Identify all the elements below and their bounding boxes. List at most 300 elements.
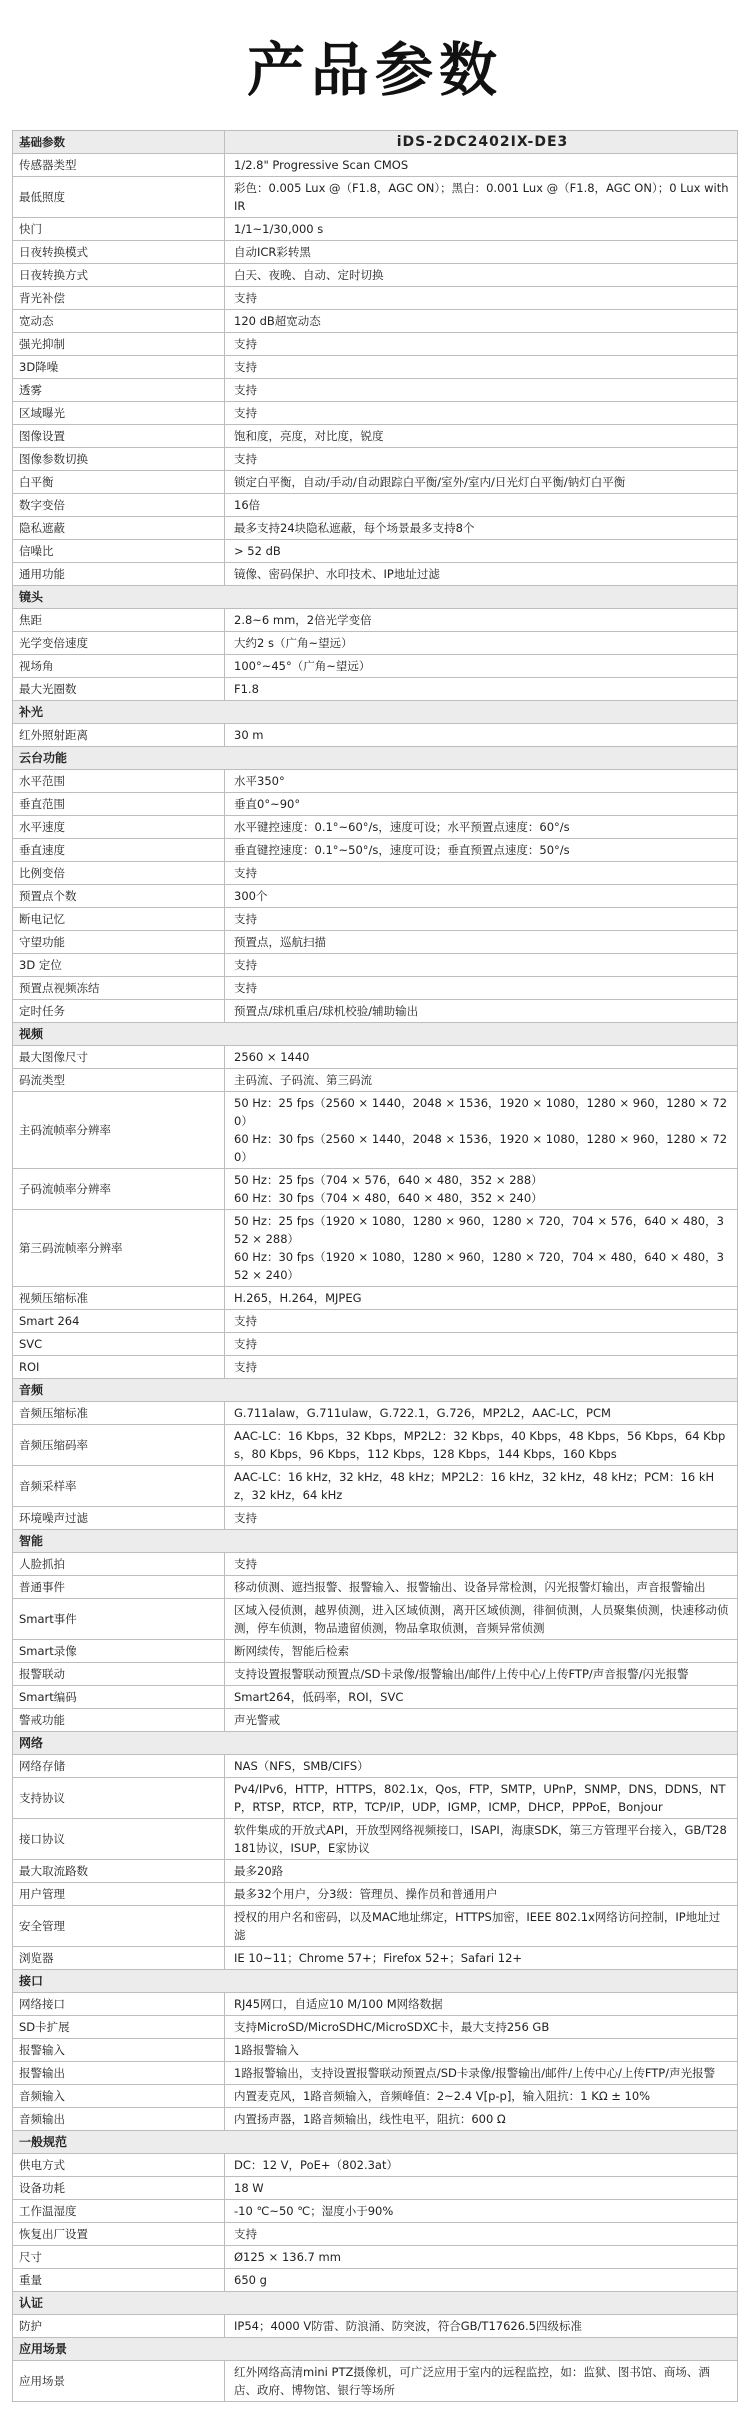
spec-label: 第三码流帧率分辨率 [13, 1210, 225, 1287]
spec-label: 快门 [13, 218, 225, 241]
spec-value [225, 2062, 738, 2085]
spec-value [225, 1466, 738, 1507]
spec-value-line: 预置点/球机重启/球机校验/辅助输出 [234, 1004, 419, 1018]
spec-label: 最低照度 [13, 177, 225, 218]
spec-row [13, 1778, 738, 1819]
spec-value-line: 大约2 s（广角~望远） [234, 636, 353, 650]
spec-value [225, 1310, 738, 1333]
spec-label: 最大光圈数 [13, 678, 225, 701]
spec-value-line: 彩色：0.005 Lux @（F1.8，AGC ON）；黑白：0.001 Lux @（F1.8，AGC ON）；0 Lux with IR [234, 181, 729, 213]
spec-row [13, 954, 738, 977]
spec-label: 垂直速度 [13, 839, 225, 862]
spec-value-line: F1.8 [234, 682, 259, 696]
spec-value-line: IP54；4000 V防雷、防浪涌、防突波，符合GB/T17626.5四级标准 [234, 2319, 583, 2333]
spec-row [13, 1333, 738, 1356]
spec-row [13, 724, 738, 747]
spec-label: 焦距 [13, 609, 225, 632]
spec-value [225, 816, 738, 839]
spec-value [225, 1755, 738, 1778]
spec-label: 最大图像尺寸 [13, 1046, 225, 1069]
spec-value [225, 1356, 738, 1379]
spec-value-line: AAC-LC：16 kHz，32 kHz，48 kHz；MP2L2：16 kHz，32 kHz，48 kHz；PCM：16 kHz，32 kHz，64 kHz [234, 1470, 715, 1502]
spec-value [225, 448, 738, 471]
spec-label: 预置点个数 [13, 885, 225, 908]
spec-row [13, 471, 738, 494]
spec-row [13, 632, 738, 655]
section-header [13, 1530, 738, 1553]
spec-value [225, 2177, 738, 2200]
spec-row [13, 177, 738, 218]
section-header [13, 701, 738, 724]
spec-value-line: 50 Hz：25 fps（704 × 576，640 × 480，352 × 288） [234, 1173, 543, 1187]
spec-value [225, 1640, 738, 1663]
spec-row [13, 1287, 738, 1310]
spec-value [225, 241, 738, 264]
spec-label: 防护 [13, 2315, 225, 2338]
spec-row [13, 609, 738, 632]
spec-value [225, 425, 738, 448]
spec-value [225, 2315, 738, 2338]
spec-row [13, 494, 738, 517]
spec-value [225, 2223, 738, 2246]
spec-value-line: 移动侦测、遮挡报警、报警输入、报警输出、设备异常检测，闪光报警灯输出，声音报警输出 [234, 1580, 706, 1594]
spec-row [13, 379, 738, 402]
spec-label: 报警输出 [13, 2062, 225, 2085]
spec-value [225, 1906, 738, 1947]
spec-row [13, 2223, 738, 2246]
spec-label: Smart编码 [13, 1686, 225, 1709]
spec-value-line: 300个 [234, 889, 268, 903]
spec-label: 音频压缩码率 [13, 1425, 225, 1466]
spec-label: ROI [13, 1356, 225, 1379]
spec-value [225, 1402, 738, 1425]
spec-value-line: 60 Hz：30 fps（1920 × 1080，1280 × 960，1280 × 720，704 × 480，640 × 480，352 × 240） [234, 1250, 724, 1282]
spec-row [13, 793, 738, 816]
spec-value-line: Smart264，低码率，ROI，SVC [234, 1690, 404, 1704]
spec-row [13, 241, 738, 264]
spec-value-line: -10 ℃~50 ℃；湿度小于90% [234, 2204, 394, 2218]
spec-value-line: 支持 [234, 291, 257, 305]
spec-row [13, 1507, 738, 1530]
spec-value [225, 1169, 738, 1210]
spec-label: 应用场景 [13, 2361, 225, 2402]
spec-row [13, 2200, 738, 2223]
spec-value [225, 1287, 738, 1310]
spec-value [225, 1092, 738, 1169]
spec-value [225, 2269, 738, 2292]
spec-value-line: 断网续传，智能后检索 [234, 1644, 349, 1658]
spec-value [225, 2108, 738, 2131]
spec-value [225, 1507, 738, 1530]
spec-value-line: 区域入侵侦测，越界侦测，进入区域侦测，离开区域侦测，徘徊侦测，人员聚集侦测，快速移动侦测，停车侦测，物品遗留侦测，物品拿取侦测，音频异常侦测 [234, 1603, 729, 1635]
spec-label: 网络接口 [13, 1993, 225, 2016]
spec-value [225, 1947, 738, 1970]
spec-label: 码流类型 [13, 1069, 225, 1092]
spec-label: 断电记忆 [13, 908, 225, 931]
spec-value [225, 1210, 738, 1287]
spec-label: 重量 [13, 2269, 225, 2292]
spec-value-line: 垂直0°~90° [234, 797, 301, 811]
spec-label: 守望功能 [13, 931, 225, 954]
spec-value-line: AAC-LC：16 Kbps，32 Kbps，MP2L2：32 Kbps，40 Kbps，48 Kbps，56 Kbps，64 Kbps，80 Kbps，96 Kbps，112 Kbps，128 Kbps，144 Kbps，160 Kbps [234, 1429, 726, 1461]
spec-row [13, 2361, 738, 2402]
spec-value-line: 120 dB超宽动态 [234, 314, 321, 328]
spec-label: 报警输入 [13, 2039, 225, 2062]
spec-row [13, 1310, 738, 1333]
spec-value [225, 563, 738, 586]
spec-row [13, 931, 738, 954]
spec-value [225, 609, 738, 632]
spec-label: 环境噪声过滤 [13, 1507, 225, 1530]
spec-label: 信噪比 [13, 540, 225, 563]
spec-label: 报警联动 [13, 1663, 225, 1686]
spec-value [225, 333, 738, 356]
spec-label: 垂直范围 [13, 793, 225, 816]
spec-value-line: 支持 [234, 912, 257, 926]
spec-label: 尺寸 [13, 2246, 225, 2269]
spec-value-line: 主码流、子码流、第三码流 [234, 1073, 372, 1087]
spec-label: 宽动态 [13, 310, 225, 333]
section-header [13, 1379, 738, 1402]
spec-value [225, 862, 738, 885]
section-header [13, 1732, 738, 1755]
spec-row [13, 218, 738, 241]
spec-value-line: 授权的用户名和密码，以及MAC地址绑定，HTTPS加密，IEEE 802.1x网络访问控制，IP地址过滤 [234, 1910, 721, 1942]
spec-label: 透雾 [13, 379, 225, 402]
spec-value [225, 402, 738, 425]
spec-row [13, 2085, 738, 2108]
spec-label: 普通事件 [13, 1576, 225, 1599]
spec-value-line: G.711alaw，G.711ulaw，G.722.1，G.726，MP2L2，AAC-LC，PCM [234, 1406, 611, 1420]
spec-table [12, 130, 738, 2402]
spec-label: 工作温湿度 [13, 2200, 225, 2223]
spec-label: 水平速度 [13, 816, 225, 839]
spec-value-line: Ø125 × 136.7 mm [234, 2250, 341, 2264]
section-title: 接口 [13, 1970, 738, 1993]
spec-value [225, 218, 738, 241]
spec-label: 区域曝光 [13, 402, 225, 425]
spec-value [225, 770, 738, 793]
spec-value-line: 饱和度，亮度，对比度，锐度 [234, 429, 384, 443]
spec-value-line: 预置点，巡航扫描 [234, 935, 326, 949]
spec-label: 定时任务 [13, 1000, 225, 1023]
spec-value [225, 931, 738, 954]
spec-row [13, 885, 738, 908]
spec-label: 最大取流路数 [13, 1860, 225, 1883]
spec-row [13, 2108, 738, 2131]
spec-value [225, 1333, 738, 1356]
spec-value [225, 1819, 738, 1860]
spec-value-line: 支持 [234, 1337, 257, 1351]
spec-row [13, 563, 738, 586]
spec-label: 比例变倍 [13, 862, 225, 885]
spec-label: 隐私遮蔽 [13, 517, 225, 540]
spec-value-line: 支持 [234, 981, 257, 995]
spec-value-line: 支持 [234, 1511, 257, 1525]
spec-value [225, 1709, 738, 1732]
spec-row [13, 1993, 738, 2016]
spec-value-line: 内置扬声器，1路音频输出，线性电平，阻抗：600 Ω [234, 2112, 506, 2126]
section-title: 云台功能 [13, 747, 738, 770]
spec-label: Smart事件 [13, 1599, 225, 1640]
spec-row [13, 2039, 738, 2062]
section-title: 一般规范 [13, 2131, 738, 2154]
spec-value [225, 655, 738, 678]
spec-value-line: 支持 [234, 383, 257, 397]
spec-value [225, 2085, 738, 2108]
spec-row [13, 1425, 738, 1466]
spec-value-line: 650 g [234, 2273, 267, 2287]
spec-label: 日夜转换模式 [13, 241, 225, 264]
spec-label: SD卡扩展 [13, 2016, 225, 2039]
spec-value [225, 1883, 738, 1906]
spec-value-line: 支持 [234, 958, 257, 972]
spec-value [225, 471, 738, 494]
spec-value-line: 30 m [234, 728, 264, 742]
section-header [13, 747, 738, 770]
spec-value-line: 内置麦克风，1路音频输入，音频峰值：2~2.4 V[p-p]，输入阻抗：1 KΩ ± 10% [234, 2089, 651, 2103]
spec-row [13, 448, 738, 471]
spec-label: 图像参数切换 [13, 448, 225, 471]
spec-row [13, 1599, 738, 1640]
spec-row [13, 2016, 738, 2039]
model-header-label: 基础参数 [13, 131, 225, 154]
spec-row [13, 1686, 738, 1709]
section-header [13, 2131, 738, 2154]
spec-row [13, 1553, 738, 1576]
model-header-value: iDS-2DC2402IX-DE3 [225, 131, 738, 154]
spec-row [13, 678, 738, 701]
spec-row [13, 908, 738, 931]
spec-label: 音频输出 [13, 2108, 225, 2131]
spec-label: 音频压缩标准 [13, 1402, 225, 1425]
spec-row [13, 770, 738, 793]
spec-value [225, 2200, 738, 2223]
spec-value-line: > 52 dB [234, 544, 281, 558]
spec-row [13, 1947, 738, 1970]
spec-value-line: 垂直键控速度：0.1°~50°/s，速度可设；垂直预置点速度：50°/s [234, 843, 570, 857]
spec-value-line: 水平350° [234, 774, 285, 788]
spec-row [13, 1402, 738, 1425]
spec-label: Smart录像 [13, 1640, 225, 1663]
spec-row [13, 154, 738, 177]
spec-row [13, 310, 738, 333]
spec-value [225, 2361, 738, 2402]
model-header-row [13, 131, 738, 154]
spec-row [13, 264, 738, 287]
spec-row [13, 1663, 738, 1686]
section-title: 补光 [13, 701, 738, 724]
spec-value [225, 1553, 738, 1576]
spec-value-line: 1/1~1/30,000 s [234, 222, 324, 236]
spec-table-body [13, 131, 738, 2402]
spec-label: 音频输入 [13, 2085, 225, 2108]
spec-row [13, 2154, 738, 2177]
spec-row [13, 1069, 738, 1092]
spec-label: 3D降噪 [13, 356, 225, 379]
spec-row [13, 356, 738, 379]
spec-row [13, 1906, 738, 1947]
spec-value-line: 水平键控速度：0.1°~60°/s，速度可设；水平预置点速度：60°/s [234, 820, 570, 834]
spec-row [13, 287, 738, 310]
spec-value [225, 2039, 738, 2062]
section-title: 智能 [13, 1530, 738, 1553]
spec-value-line: 2.8~6 mm，2倍光学变倍 [234, 613, 372, 627]
spec-value-line: 16倍 [234, 498, 261, 512]
spec-row [13, 1210, 738, 1287]
spec-label: 主码流帧率分辨率 [13, 1092, 225, 1169]
section-title: 音频 [13, 1379, 738, 1402]
spec-value-line: 支持 [234, 2227, 257, 2241]
spec-value-line: 锁定白平衡，自动/手动/自动跟踪白平衡/室外/室内/日光灯白平衡/钠灯白平衡 [234, 475, 626, 489]
spec-value [225, 977, 738, 1000]
spec-label: 强光抑制 [13, 333, 225, 356]
spec-value-line: 自动ICR彩转黑 [234, 245, 311, 259]
spec-value [225, 885, 738, 908]
spec-label: 3D 定位 [13, 954, 225, 977]
section-title: 视频 [13, 1023, 738, 1046]
spec-value-line: 支持 [234, 1557, 257, 1571]
spec-value [225, 724, 738, 747]
spec-value-line: 支持 [234, 360, 257, 374]
spec-value-line: 1路报警输出，支持设置报警联动预置点/SD卡录像/报警输出/邮件/上传中心/上传FTP/声光报警 [234, 2066, 716, 2080]
spec-value [225, 356, 738, 379]
spec-value [225, 379, 738, 402]
spec-value [225, 287, 738, 310]
spec-value-line: 50 Hz：25 fps（1920 × 1080，1280 × 960，1280 × 720，704 × 576，640 × 480，352 × 288） [234, 1214, 724, 1246]
spec-label: 供电方式 [13, 2154, 225, 2177]
spec-label: 浏览器 [13, 1947, 225, 1970]
spec-value-line: 1路报警输入 [234, 2043, 299, 2057]
spec-label: 安全管理 [13, 1906, 225, 1947]
spec-value-line: Pv4/IPv6，HTTP，HTTPS，802.1x，Qos，FTP，SMTP，UPnP，SNMP，DNS，DDNS，NTP，RTSP，RTCP，RTP，TCP/IP，UDP，IGMP，ICMP，DHCP，PPPoE，Bonjour [234, 1782, 726, 1814]
section-title: 网络 [13, 1732, 738, 1755]
spec-value [225, 1778, 738, 1819]
spec-label: 设备功耗 [13, 2177, 225, 2200]
spec-value [225, 908, 738, 931]
spec-value [225, 1046, 738, 1069]
spec-value-line: 支持 [234, 452, 257, 466]
spec-value-line: 支持 [234, 1314, 257, 1328]
spec-value-line: 镜像、密码保护、水印技术、IP地址过滤 [234, 567, 440, 581]
spec-label: 通用功能 [13, 563, 225, 586]
spec-row [13, 2062, 738, 2085]
spec-value-line: 最多20路 [234, 1864, 284, 1878]
spec-row [13, 862, 738, 885]
spec-value-line: 红外网络高清mini PTZ摄像机，可广泛应用于室内的远程监控，如：监狱、图书馆、商场、酒店、政府、博物馆、银行等场所 [234, 2365, 710, 2397]
spec-label: 传感器类型 [13, 154, 225, 177]
spec-value-line: 支持 [234, 1360, 257, 1374]
spec-value [225, 1686, 738, 1709]
spec-value-line: RJ45网口，自适应10 M/100 M网络数据 [234, 1997, 443, 2011]
spec-value-line: 18 W [234, 2181, 264, 2195]
spec-label: 视场角 [13, 655, 225, 678]
spec-value-line: 软件集成的开放式API，开放型网络视频接口，ISAPI，海康SDK，第三方管理平台接入，GB/T28181协议，ISUP，E家协议 [234, 1823, 727, 1855]
spec-row [13, 977, 738, 1000]
spec-value [225, 310, 738, 333]
spec-label: 水平范围 [13, 770, 225, 793]
spec-row [13, 1169, 738, 1210]
spec-row [13, 1819, 738, 1860]
spec-label: 网络存储 [13, 1755, 225, 1778]
spec-row [13, 1860, 738, 1883]
spec-row [13, 2246, 738, 2269]
spec-value-line: 支持 [234, 406, 257, 420]
spec-label: SVC [13, 1333, 225, 1356]
spec-row [13, 1709, 738, 1732]
spec-value [225, 517, 738, 540]
spec-value [225, 1069, 738, 1092]
spec-label: 图像设置 [13, 425, 225, 448]
section-header [13, 2292, 738, 2315]
spec-label: 恢复出厂设置 [13, 2223, 225, 2246]
spec-value-line: 50 Hz：25 fps（2560 × 1440，2048 × 1536，1920 × 1080，1280 × 960，1280 × 720） [234, 1096, 728, 1128]
spec-value [225, 2016, 738, 2039]
spec-value-line: 60 Hz：30 fps（2560 × 1440，2048 × 1536，1920 × 1080，1280 × 960，1280 × 720） [234, 1132, 728, 1164]
spec-label: 警戒功能 [13, 1709, 225, 1732]
spec-value [225, 1425, 738, 1466]
spec-value-line: H.265，H.264，MJPEG [234, 1291, 362, 1305]
spec-row [13, 2315, 738, 2338]
spec-row [13, 1092, 738, 1169]
spec-value [225, 1576, 738, 1599]
spec-value-line: 60 Hz：30 fps（704 × 480，640 × 480，352 × 240） [234, 1191, 543, 1205]
spec-value [225, 1993, 738, 2016]
spec-row [13, 1466, 738, 1507]
spec-label: 支持协议 [13, 1778, 225, 1819]
spec-row [13, 1640, 738, 1663]
section-title: 镜头 [13, 586, 738, 609]
spec-value-line: 1/2.8" Progressive Scan CMOS [234, 158, 409, 172]
spec-value-line: 最多32个用户，分3级：管理员、操作员和普通用户 [234, 1887, 498, 1901]
spec-value-line: NAS（NFS，SMB/CIFS） [234, 1759, 369, 1773]
section-header [13, 1970, 738, 1993]
spec-value [225, 793, 738, 816]
spec-value-line: 支持MicroSD/MicroSDHC/MicroSDXC卡，最大支持256 GB [234, 2020, 550, 2034]
section-header [13, 1023, 738, 1046]
spec-row [13, 333, 738, 356]
spec-row [13, 2269, 738, 2292]
spec-label: 白平衡 [13, 471, 225, 494]
spec-value-line: 2560 × 1440 [234, 1050, 310, 1064]
spec-label: 接口协议 [13, 1819, 225, 1860]
spec-value-line: 支持 [234, 337, 257, 351]
spec-value-line: DC：12 V，PoE+（802.3at） [234, 2158, 398, 2172]
spec-label: 背光补偿 [13, 287, 225, 310]
spec-row [13, 816, 738, 839]
spec-label: 数字变倍 [13, 494, 225, 517]
spec-value [225, 1000, 738, 1023]
section-title: 应用场景 [13, 2338, 738, 2361]
spec-row [13, 425, 738, 448]
spec-value [225, 1663, 738, 1686]
spec-value-line: 声光警戒 [234, 1713, 280, 1727]
spec-value [225, 264, 738, 287]
spec-row [13, 1576, 738, 1599]
spec-value-line: IE 10~11；Chrome 57+；Firefox 52+；Safari 12+ [234, 1951, 523, 1965]
spec-value [225, 632, 738, 655]
spec-value-line: 支持 [234, 866, 257, 880]
section-header [13, 2338, 738, 2361]
spec-value [225, 1599, 738, 1640]
spec-row [13, 1356, 738, 1379]
spec-value-line: 100°~45°（广角~望远） [234, 659, 371, 673]
section-title: 认证 [13, 2292, 738, 2315]
spec-value [225, 2246, 738, 2269]
spec-label: 人脸抓拍 [13, 1553, 225, 1576]
spec-label: Smart 264 [13, 1310, 225, 1333]
spec-row [13, 540, 738, 563]
